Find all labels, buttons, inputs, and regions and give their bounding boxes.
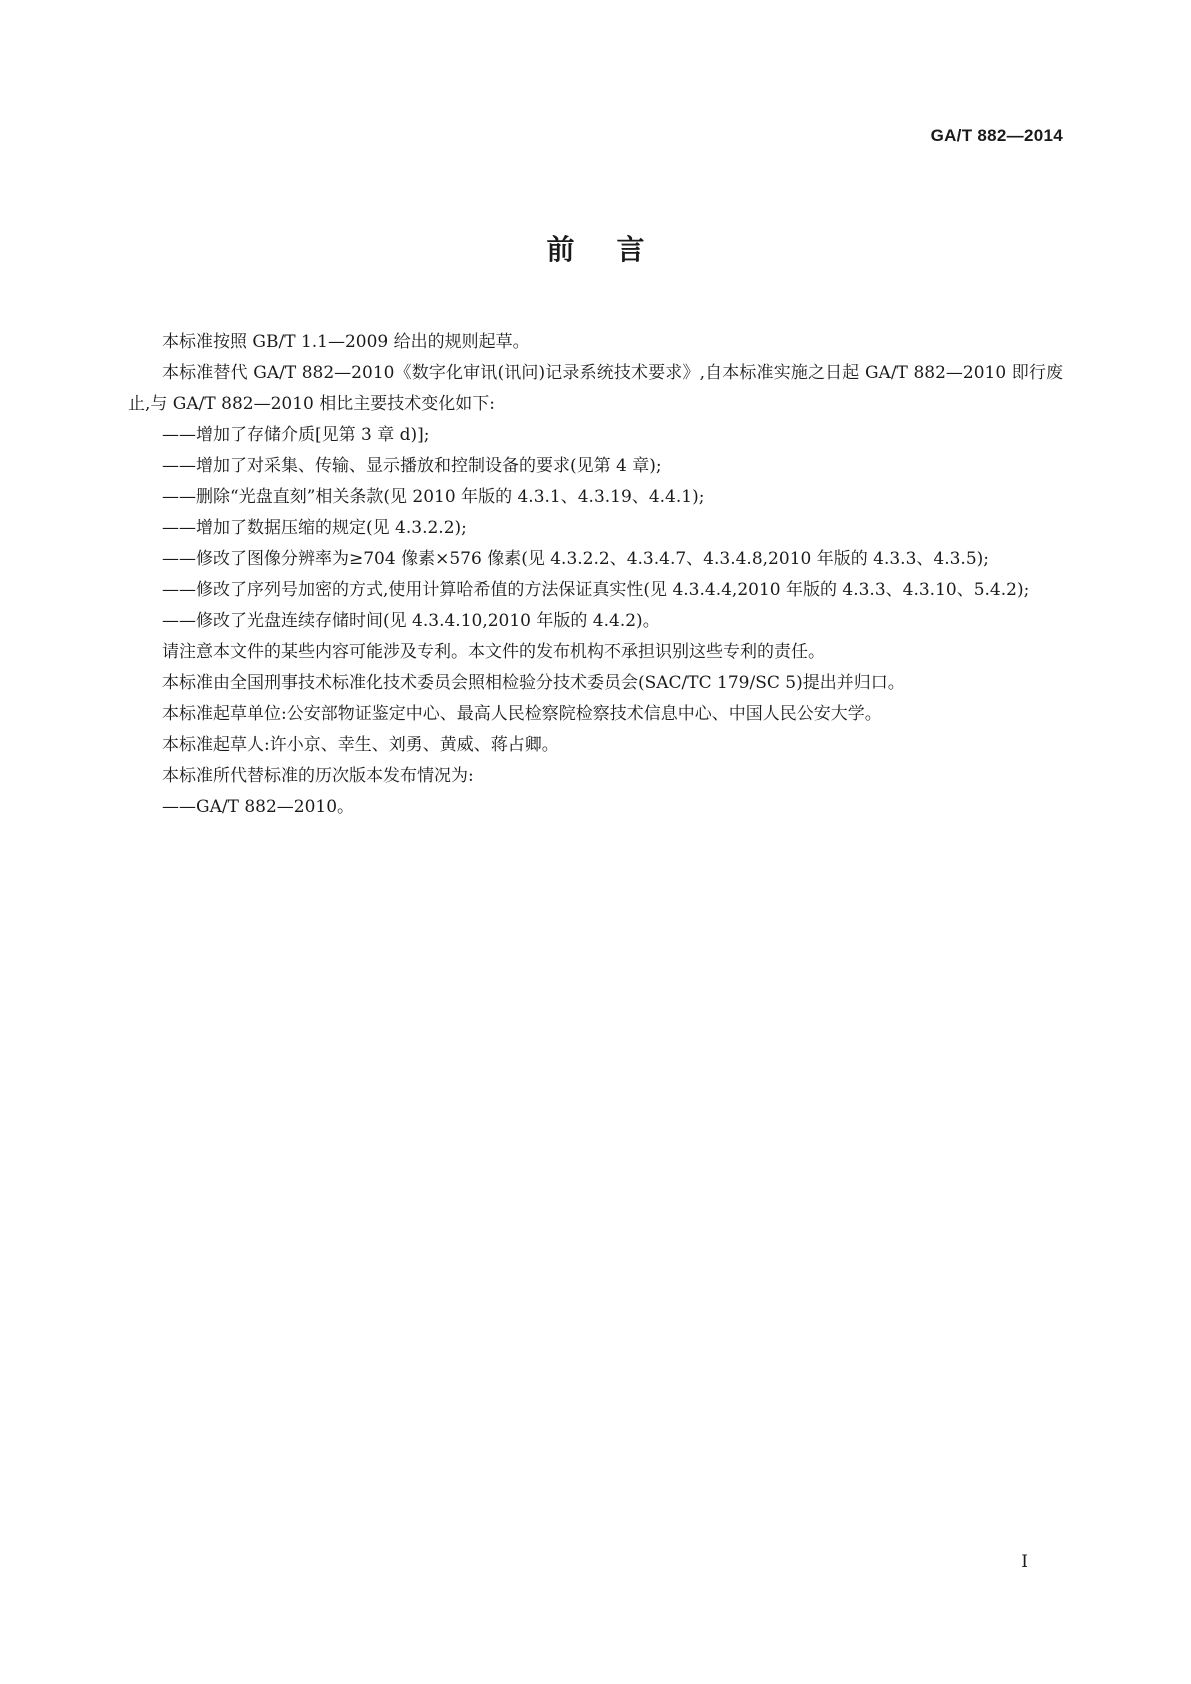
list-item: ——修改了序列号加密的方式,使用计算哈希值的方法保证真实性(见 4.3.4.4,2010 年版的 4.3.3、4.3.10、5.4.2); <box>162 580 1030 600</box>
list-item: ——增加了存储介质[见第 3 章 d)]; <box>162 425 430 445</box>
paragraph: 本标准替代 GA/T 882—2010《数字化审讯(讯问)记录系统技术要求》,自本标准实施之日起 GA/T 882—2010 即行废止,与 GA/T 882—2010 相比主要技术变化如下: <box>128 363 1063 414</box>
paragraph: 本标准起草人:许小京、幸生、刘勇、黄威、蒋占卿。 <box>162 735 559 755</box>
page-number: I <box>1021 1552 1028 1572</box>
paragraph: 本标准由全国刑事技术标准化技术委员会照相检验分技术委员会(SAC/TC 179/SC 5)提出并归口。 <box>162 673 905 693</box>
document-body <box>128 327 1063 823</box>
paragraph: 本标准起草单位:公安部物证鉴定中心、最高人民检察院检察技术信息中心、中国人民公安大学。 <box>162 704 882 724</box>
list-item: ——修改了图像分辨率为≥704 像素×576 像素(见 4.3.2.2、4.3.4.7、4.3.4.8,2010 年版的 4.3.3、4.3.5); <box>162 549 989 569</box>
paragraph: 请注意本文件的某些内容可能涉及专利。本文件的发布机构不承担识别这些专利的责任。 <box>162 642 825 662</box>
list-item: ——修改了光盘连续存储时间(见 4.3.4.10,2010 年版的 4.4.2)。 <box>162 611 660 631</box>
paragraph: 本标准所代替标准的历次版本发布情况为: <box>162 766 474 786</box>
standard-number: GA/T 882—2014 <box>930 126 1063 145</box>
list-item: ——删除“光盘直刻”相关条款(见 2010 年版的 4.3.1、4.3.19、4.4.1); <box>162 487 705 507</box>
list-item: ——增加了数据压缩的规定(见 4.3.2.2); <box>162 518 467 538</box>
page-title: 前言 <box>546 233 687 266</box>
list-item: ——增加了对采集、传输、显示播放和控制设备的要求(见第 4 章); <box>162 456 662 476</box>
paragraph: 本标准按照 GB/T 1.1—2009 给出的规则起草。 <box>162 332 530 352</box>
list-item: ——GA/T 882—2010。 <box>162 797 355 817</box>
